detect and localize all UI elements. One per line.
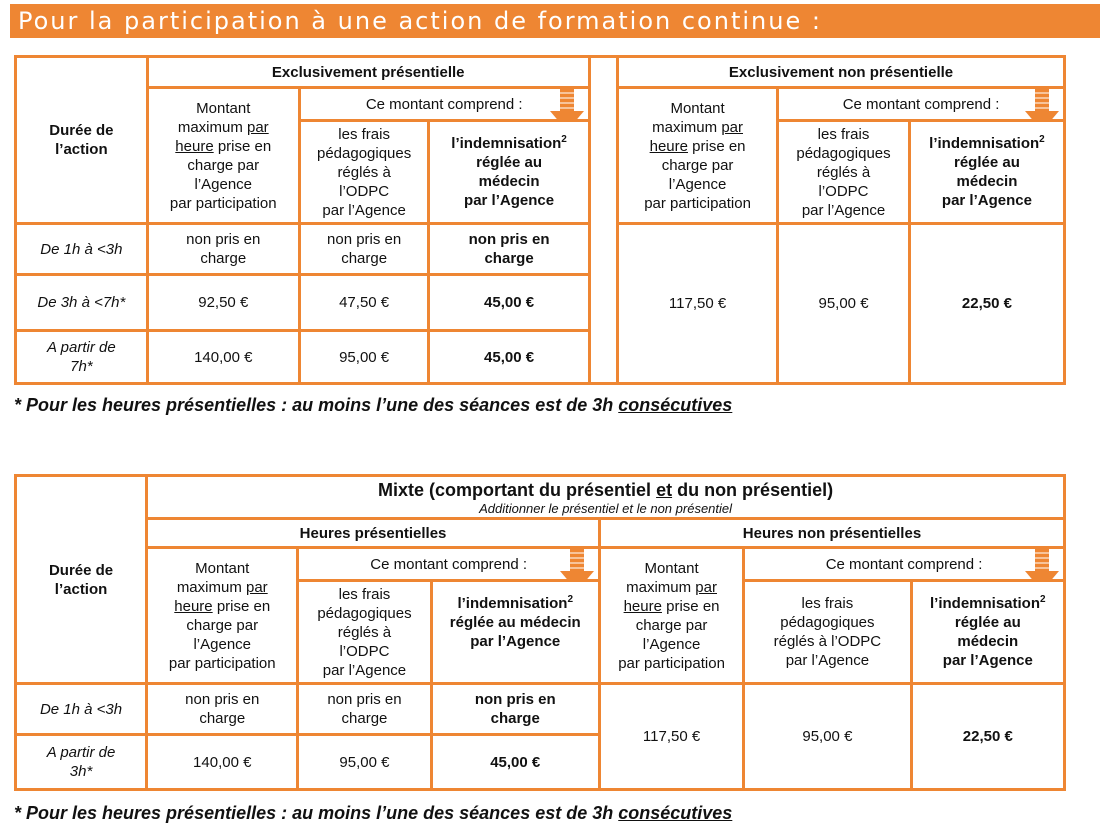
cell-frais: 95,00 € xyxy=(301,332,428,382)
cell-indemnisation: non pris en charge xyxy=(430,225,587,273)
cell-frais: non pris en charge xyxy=(299,685,429,733)
header-exclusivement-presentielle: Exclusivement présentielle xyxy=(149,58,588,86)
table-row xyxy=(17,685,1063,733)
down-arrow-icon xyxy=(560,549,594,579)
cell-indemnisation: non pris en charge xyxy=(433,685,598,733)
header-heures-non-presentielles: Heures non présentielles xyxy=(601,520,1063,546)
cell-montant: non pris en charge xyxy=(148,685,296,733)
row-label: De 1h à <3h xyxy=(17,225,146,273)
row-label: A partir de 7h* xyxy=(17,332,146,382)
cell-frais: 47,50 € xyxy=(301,276,428,329)
cell-frais-non-presentiel: 95,00 € xyxy=(745,685,909,788)
footnote: * Pour les heures présentielles : au moins l’une des séances est de 3h consécutives xyxy=(14,803,733,823)
header-exclusivement-non-presentielle: Exclusivement non présentielle xyxy=(619,58,1063,86)
duree-header: Durée de l’action xyxy=(17,58,146,222)
table-mixte xyxy=(14,474,1066,791)
cell-montant: 140,00 € xyxy=(149,332,298,382)
row-label: A partir de 3h* xyxy=(17,736,145,788)
down-arrow-icon xyxy=(550,89,584,119)
row-label: De 3h à <7h* xyxy=(17,276,146,329)
cell-montant: 140,00 € xyxy=(148,736,296,788)
frais-header: les frais pédagogiques réglés à l’ODPC par l’Agence xyxy=(779,122,908,222)
montant-header: Montant maximum par heure prise en charge par l’Agence par participation xyxy=(619,89,776,222)
cell-indemnisation-non-presentiel: 22,50 € xyxy=(911,225,1063,382)
montant-header: Montant maximum par heure prise en charge par l’Agence par participation xyxy=(149,89,298,222)
down-arrow-icon xyxy=(1025,549,1059,579)
cell-montant-non-presentiel: 117,50 € xyxy=(601,685,742,788)
indemnisation-header: l’indemnisation$^2$ réglée au médecin par l’Agence xyxy=(911,122,1063,222)
cell-frais-non-presentiel: 95,00 € xyxy=(779,225,908,382)
frais-header: les frais pédagogiques réglés à l’ODPC par l’Agence xyxy=(301,122,428,222)
down-arrow-icon xyxy=(1025,89,1059,119)
column-separator xyxy=(591,58,616,382)
ce-montant-comprend: Ce montant comprend : xyxy=(745,549,1063,579)
header-mixte: Mixte (comportant du présentiel et du non présentiel) Additionner le présentiel et le non présentiel xyxy=(148,477,1063,517)
cell-indemnisation: 45,00 € xyxy=(433,736,598,788)
cell-montant: 92,50 € xyxy=(149,276,298,329)
page-banner: Pour la participation à une action de formation continue : xyxy=(10,4,1100,38)
indemnisation-header: l’indemnisation$^2$ réglée au médecin par l’Agence xyxy=(430,122,587,222)
montant-header: Montant maximum par heure prise en charge par l’Agence par participation xyxy=(601,549,742,682)
frais-header: les frais pédagogiques réglés à l’ODPC par l’Agence xyxy=(745,582,909,682)
table-exclusive xyxy=(14,55,1066,385)
frais-header: les frais pédagogiques réglés à l’ODPC par l’Agence xyxy=(299,582,429,682)
footnote: * Pour les heures présentielles : au moins l’une des séances est de 3h consécutives xyxy=(14,395,733,415)
indemnisation-header: l’indemnisation$^2$ réglée au médecin par l’Agence xyxy=(913,582,1063,682)
ce-montant-comprend: Ce montant comprend : xyxy=(301,89,588,119)
ce-montant-comprend: Ce montant comprend : xyxy=(779,89,1063,119)
montant-header: Montant maximum par heure prise en charge par l’Agence par participation xyxy=(148,549,296,682)
cell-indemnisation: 45,00 € xyxy=(430,276,587,329)
table-row xyxy=(17,225,1063,273)
cell-indemnisation-non-presentiel: 22,50 € xyxy=(913,685,1063,788)
cell-frais: 95,00 € xyxy=(299,736,429,788)
cell-frais: non pris en charge xyxy=(301,225,428,273)
cell-indemnisation: 45,00 € xyxy=(430,332,587,382)
ce-montant-comprend: Ce montant comprend : xyxy=(299,549,598,579)
header-heures-presentielles: Heures présentielles xyxy=(148,520,598,546)
row-label: De 1h à <3h xyxy=(17,685,145,733)
cell-montant-non-presentiel: 117,50 € xyxy=(619,225,776,382)
indemnisation-header: l’indemnisation$^2$ réglée au médecin par l’Agence xyxy=(433,582,598,682)
cell-montant: non pris en charge xyxy=(149,225,298,273)
duree-header: Durée de l’action xyxy=(17,477,145,682)
